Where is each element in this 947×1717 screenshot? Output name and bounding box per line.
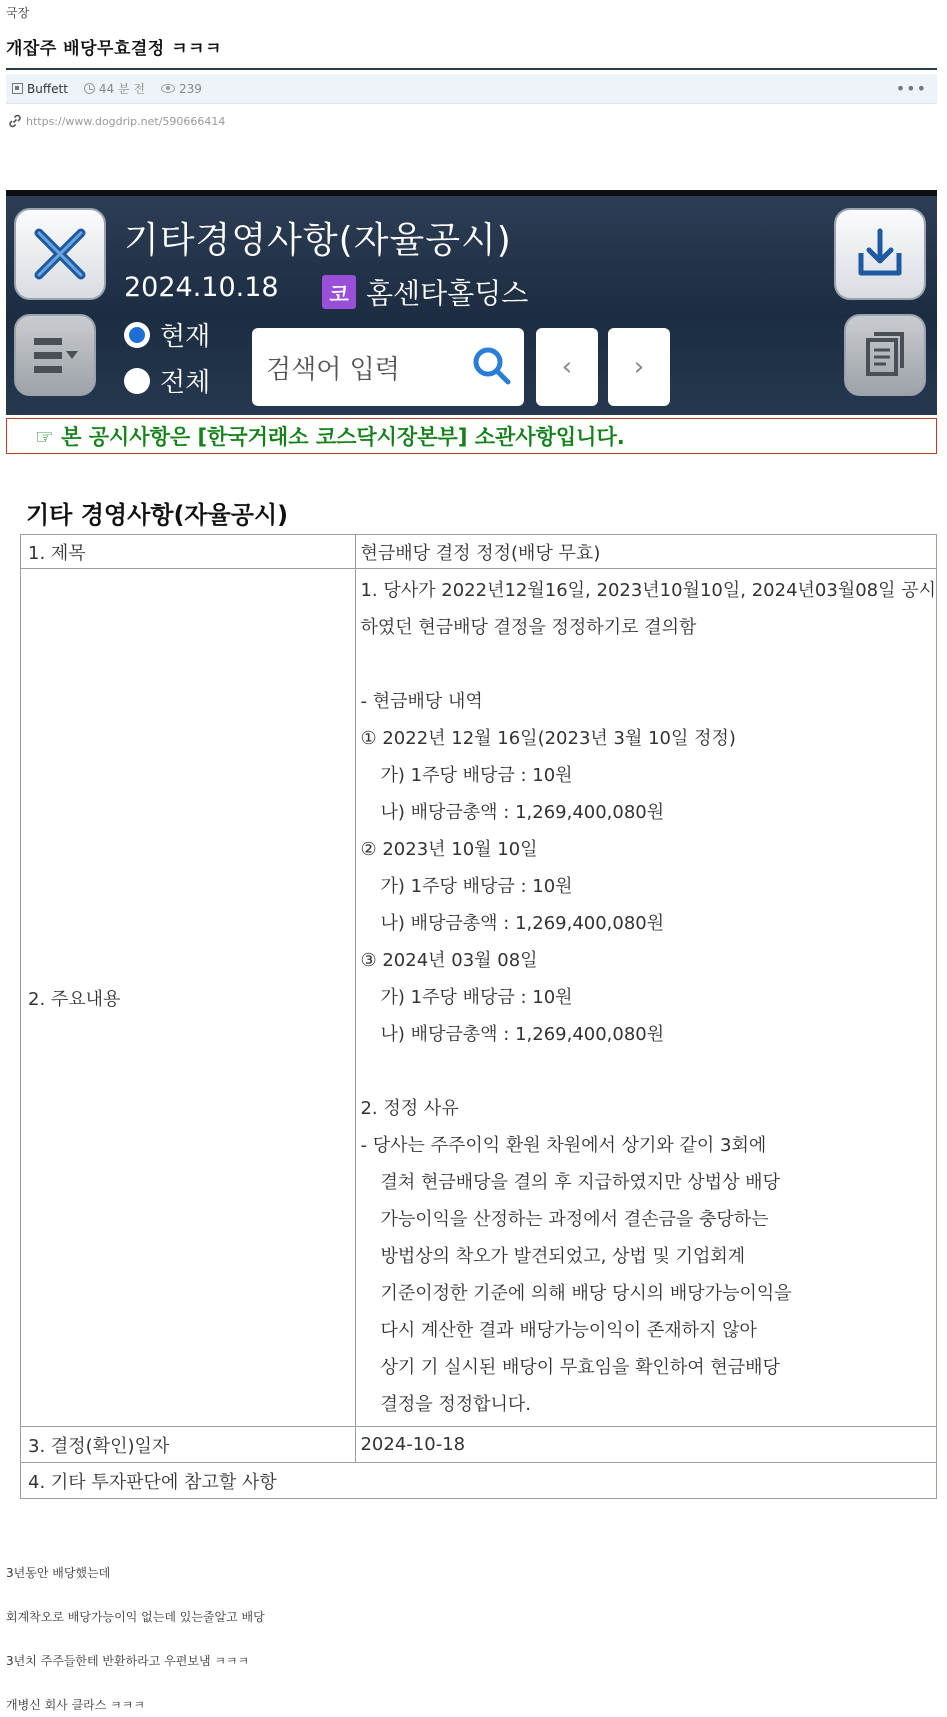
post-url-row[interactable] xyxy=(8,114,225,128)
content-line: 결정을 정정합니다. xyxy=(380,1394,532,1415)
content-line: 가) 1주당 배당금 : 10원 xyxy=(380,876,573,897)
post-body-text xyxy=(6,1564,265,1717)
user-icon xyxy=(12,83,23,94)
post-title: 개잡주 배당무효결정 ㅋㅋㅋ xyxy=(6,39,222,59)
table-row xyxy=(21,1463,937,1499)
view-count-text: 239 xyxy=(179,81,202,96)
radio-current[interactable] xyxy=(124,316,210,353)
content-line: ① 2022년 12월 16일(2023년 3월 10일 정정) xyxy=(360,728,736,749)
link-icon xyxy=(8,114,22,128)
disclosure-title: 기타경영사항(자율공시) xyxy=(124,220,512,261)
search-input[interactable] xyxy=(252,328,524,406)
content-line: 나) 배당금총액 : 1,269,400,080원 xyxy=(380,802,665,823)
row-value-date: 2024-10-18 xyxy=(356,1427,937,1463)
next-button[interactable]: › xyxy=(608,328,670,406)
content-line: 하였던 현금배당 결정을 정정하기로 결의함 xyxy=(360,617,697,638)
download-button[interactable] xyxy=(834,208,926,300)
clock-icon xyxy=(84,83,95,94)
document-list-button[interactable] xyxy=(844,314,926,396)
body-line: 회계착오로 배당가능이익 없는데 있는줄알고 배당 xyxy=(6,1610,265,1624)
menu-icon xyxy=(24,324,86,386)
main-content-lines xyxy=(360,572,936,1423)
table-row xyxy=(21,569,937,1427)
radio-all-dot[interactable] xyxy=(124,368,150,394)
content-line: 가능이익을 산정하는 과정에서 결손금을 충당하는 xyxy=(380,1209,769,1230)
content-line xyxy=(360,646,936,683)
row-value-title: 현금배당 결정 정정(배당 무효) xyxy=(356,535,937,569)
content-line: 1. 당사가 2022년12월16일, 2023년10월10일, 2024년03월08일 공시 xyxy=(360,580,936,601)
radio-all-label: 전체 xyxy=(160,368,211,398)
row-label-main: 2. 주요내용 xyxy=(21,569,356,1427)
content-line xyxy=(360,1053,936,1090)
content-line: 나) 배당금총액 : 1,269,400,080원 xyxy=(380,913,665,934)
title-divider xyxy=(6,68,937,70)
row-label-other: 4. 기타 투자판단에 참고할 사항 xyxy=(21,1463,937,1499)
radio-current-label: 현재 xyxy=(160,322,211,352)
content-line: 다시 계산한 결과 배당가능이익이 존재하지 않아 xyxy=(380,1320,757,1341)
content-line: 방법상의 착오가 발견되었고, 상법 및 기업회계 xyxy=(380,1246,746,1267)
jurisdiction-notice: ☞ 본 공시사항은 [한국거래소 코스닥시장본부] 소관사항입니다. xyxy=(6,418,937,454)
content-line: 나) 배당금총액 : 1,269,400,080원 xyxy=(380,1024,665,1045)
kosdaq-badge: 코 xyxy=(322,275,356,309)
disclosure-app-header xyxy=(6,190,937,415)
document-heading: 기타 경영사항(자율공시) xyxy=(26,501,289,529)
prev-button[interactable]: ‹ xyxy=(536,328,598,406)
disclosure-image xyxy=(6,190,937,1510)
post-category[interactable]: 국장 xyxy=(6,6,30,20)
body-line: 3년치 주주들한테 반환하라고 우편보냄 ㅋㅋㅋ xyxy=(6,1654,250,1668)
content-line: 2. 정정 사유 xyxy=(360,1098,459,1119)
content-line: - 현금배당 내역 xyxy=(360,691,483,712)
close-icon xyxy=(29,223,91,285)
row-label-title: 1. 제목 xyxy=(21,535,356,569)
table-row xyxy=(21,1427,937,1463)
content-line: ② 2023년 10월 10일 xyxy=(360,839,538,860)
content-line: 상기 기 실시된 배당이 무효임을 확인하여 현금배당 xyxy=(380,1357,780,1378)
table-row xyxy=(21,535,937,569)
document-icon xyxy=(854,324,916,386)
menu-button[interactable] xyxy=(14,314,96,396)
post-time xyxy=(84,80,145,97)
body-line: 3년동안 배당했는데 xyxy=(6,1566,111,1580)
search-icon[interactable] xyxy=(470,344,514,388)
post-time-text: 44 분 전 xyxy=(98,82,145,96)
radio-current-dot[interactable] xyxy=(124,322,150,348)
disclosure-table xyxy=(20,534,937,1499)
content-line: - 당사는 주주이익 환원 차원에서 상기와 같이 3회에 xyxy=(360,1135,767,1156)
disclosure-date: 2024.10.18 xyxy=(124,272,279,303)
author-name[interactable]: Buffett xyxy=(27,81,68,96)
radio-all[interactable] xyxy=(124,362,210,399)
author[interactable] xyxy=(12,82,68,96)
content-line: 가) 1주당 배당금 : 10원 xyxy=(380,987,573,1008)
content-line: 가) 1주당 배당금 : 10원 xyxy=(380,765,573,786)
company-name[interactable]: 홈센타홀딩스 xyxy=(366,277,529,310)
more-options-button[interactable]: ••• xyxy=(895,79,927,98)
row-value-main xyxy=(356,569,937,1427)
download-icon xyxy=(849,223,911,285)
search-placeholder: 검색어 입력 xyxy=(266,354,400,385)
post-url[interactable]: https://www.dogdrip.net/590666414 xyxy=(26,114,226,128)
body-line: 개병신 회사 클라스 ㅋㅋㅋ xyxy=(6,1698,145,1712)
content-line: 기준이정한 기준에 의해 배당 당시의 배당가능이익을 xyxy=(380,1283,792,1304)
content-line: 결쳐 현금배당을 결의 후 지급하였지만 상법상 배당 xyxy=(380,1172,780,1193)
eye-icon xyxy=(161,84,175,93)
close-button[interactable] xyxy=(14,208,106,300)
view-count xyxy=(161,82,202,96)
post-meta-bar xyxy=(6,74,937,104)
row-label-date: 3. 결정(확인)일자 xyxy=(21,1427,356,1463)
content-line: ③ 2024년 03월 08일 xyxy=(360,950,538,971)
